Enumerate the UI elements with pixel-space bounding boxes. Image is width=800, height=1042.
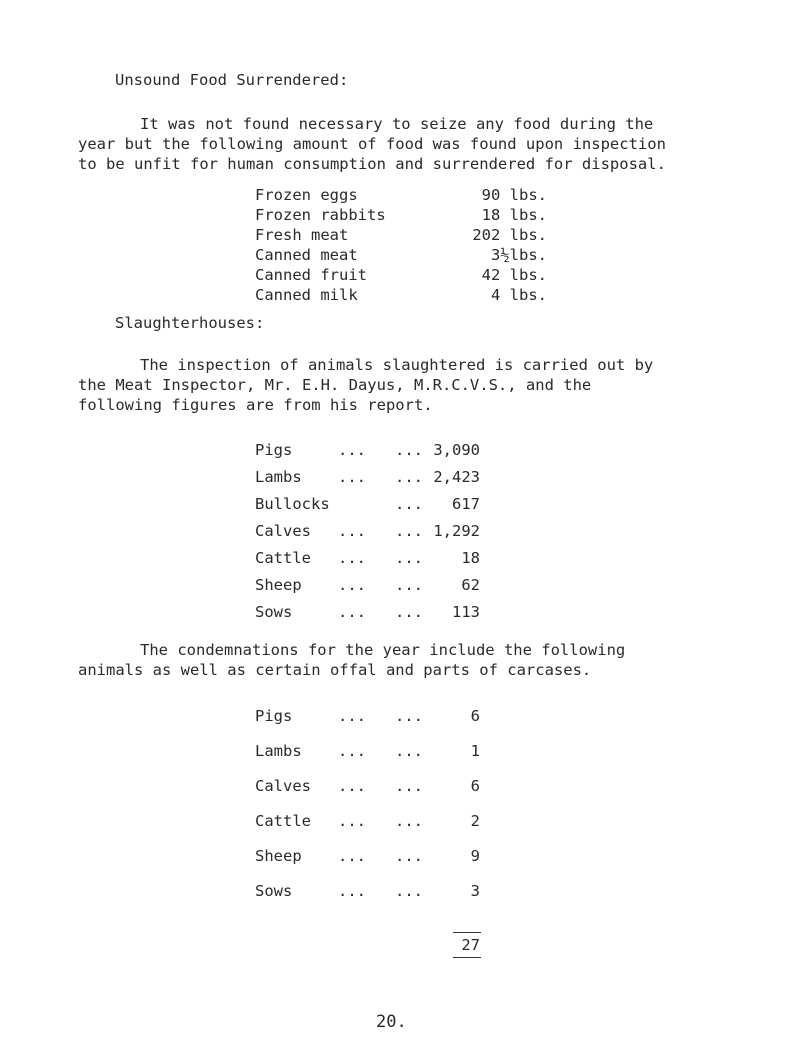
slaughtered-row (255, 548, 495, 568)
slaughtered-row (255, 494, 495, 514)
slaughtered-name: Bullocks (255, 495, 330, 513)
condemned-name: Sheep (255, 847, 302, 865)
condemn-paragraph-line: The condemnations for the year include the following (140, 641, 626, 659)
food-item-name: Canned meat (255, 246, 358, 264)
slaughtered-name: Calves (255, 522, 311, 540)
condemned-name: Calves (255, 777, 311, 795)
slaughter-paragraph-line: following figures are from his report. (78, 396, 433, 414)
condemned-name: Lambs (255, 742, 302, 760)
condemned-row (255, 846, 495, 866)
leader-dots: ... (395, 576, 423, 594)
leader-dots: ... (395, 847, 423, 865)
slaughtered-row (255, 602, 495, 622)
slaughtered-count: 617 (452, 495, 480, 513)
slaughtered-count: 113 (452, 603, 480, 621)
food-paragraph-line: to be unfit for human consumption and surrendered for disposal. (78, 155, 666, 173)
food-item-name: Fresh meat (255, 226, 349, 244)
slaughter-heading: Slaughterhouses: (115, 314, 265, 332)
food-item-row (255, 285, 575, 305)
food-paragraph-line: year but the following amount of food was found upon inspection (78, 135, 666, 153)
leader-dots: ... (395, 495, 423, 513)
leader-dots: ... (338, 441, 366, 459)
condemned-row (255, 881, 495, 901)
food-item-name: Frozen rabbits (255, 206, 386, 224)
leader-dots: ... (338, 603, 366, 621)
slaughtered-count: 3,090 (433, 441, 480, 459)
leader-dots: ... (395, 522, 423, 540)
leader-dots: ... (395, 603, 423, 621)
condemned-count: 1 (470, 742, 480, 760)
food-heading: Unsound Food Surrendered: (115, 71, 349, 89)
condemned-count: 9 (470, 847, 480, 865)
slaughtered-name: Cattle (255, 549, 311, 567)
leader-dots: ... (338, 742, 366, 760)
slaughter-paragraph-line: the Meat Inspector, Mr. E.H. Dayus, M.R.C.V.S., and the (78, 376, 592, 394)
condemned-row (255, 776, 495, 796)
food-item-name: Canned fruit (255, 266, 367, 284)
condemned-count: 3 (470, 882, 480, 900)
condemned-count: 6 (470, 777, 480, 795)
leader-dots: ... (395, 812, 423, 830)
food-item-row (255, 185, 575, 205)
leader-dots: ... (395, 742, 423, 760)
leader-dots: ... (395, 882, 423, 900)
condemned-count: 2 (470, 812, 480, 830)
food-item-quantity: 3½lbs. (491, 246, 547, 264)
food-paragraph-line: It was not found necessary to seize any food during the (140, 115, 654, 133)
condemned-row (255, 811, 495, 831)
leader-dots: ... (338, 549, 366, 567)
food-item-quantity: 4 lbs. (491, 286, 547, 304)
slaughtered-count: 1,292 (433, 522, 480, 540)
food-item-quantity: 202 lbs. (472, 226, 547, 244)
total-double-rule (453, 957, 481, 958)
page-number: 20. (376, 1012, 407, 1032)
slaughtered-count: 18 (461, 549, 480, 567)
condemned-name: Cattle (255, 812, 311, 830)
leader-dots: ... (338, 522, 366, 540)
leader-dots: ... (338, 882, 366, 900)
slaughtered-row (255, 440, 495, 460)
food-item-name: Canned milk (255, 286, 358, 304)
food-item-quantity: 42 lbs. (481, 266, 547, 284)
leader-dots: ... (395, 441, 423, 459)
food-item-row (255, 245, 575, 265)
condemned-row (255, 741, 495, 761)
slaughter-paragraph-line: The inspection of animals slaughtered is carried out by (140, 356, 654, 374)
food-item-name: Frozen eggs (255, 186, 358, 204)
slaughtered-name: Sheep (255, 576, 302, 594)
total-rule (453, 932, 481, 933)
condemn-paragraph-line: animals as well as certain offal and parts of carcases. (78, 661, 592, 679)
slaughtered-row (255, 521, 495, 541)
slaughtered-row (255, 575, 495, 595)
leader-dots: ... (338, 847, 366, 865)
leader-dots: ... (338, 777, 366, 795)
leader-dots: ... (395, 707, 423, 725)
leader-dots: ... (338, 576, 366, 594)
food-item-quantity: 90 lbs. (481, 186, 547, 204)
slaughtered-name: Sows (255, 603, 293, 621)
slaughtered-count: 2,423 (433, 468, 480, 486)
food-item-row (255, 265, 575, 285)
food-item-quantity: 18 lbs. (481, 206, 547, 224)
slaughtered-name: Lambs (255, 468, 302, 486)
slaughtered-row (255, 467, 495, 487)
slaughtered-count: 62 (461, 576, 480, 594)
leader-dots: ... (338, 707, 366, 725)
condemned-row (255, 706, 495, 726)
leader-dots: ... (338, 812, 366, 830)
food-item-row (255, 225, 575, 245)
leader-dots: ... (395, 777, 423, 795)
food-item-row (255, 205, 575, 225)
leader-dots: ... (338, 468, 366, 486)
condemned-total: 27 (461, 936, 480, 954)
slaughtered-name: Pigs (255, 441, 293, 459)
leader-dots: ... (395, 468, 423, 486)
leader-dots: ... (395, 549, 423, 567)
condemned-name: Sows (255, 882, 293, 900)
condemned-count: 6 (470, 707, 480, 725)
condemned-name: Pigs (255, 707, 293, 725)
